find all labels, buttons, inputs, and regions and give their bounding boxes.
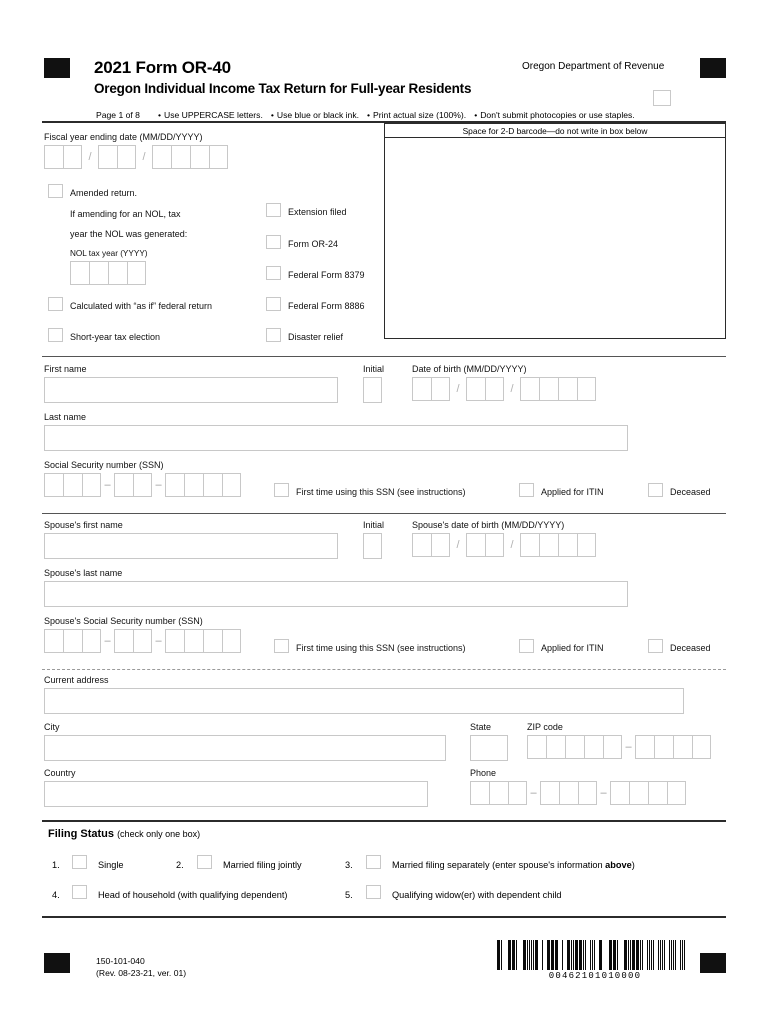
spouse-ssn-cell[interactable]: [82, 629, 101, 653]
zip-cell[interactable]: [635, 735, 654, 759]
state-label: State: [470, 722, 492, 732]
checkbox-extension-filed[interactable]: [266, 203, 281, 217]
date-slash: /: [142, 151, 146, 163]
phone-input[interactable]: [470, 781, 686, 805]
dob-day-group[interactable]: [466, 377, 504, 401]
spouse-ssn-cell[interactable]: [222, 629, 241, 653]
instruction-no-photocopies: Don't submit photocopies or use staples.: [480, 110, 635, 120]
filing-status-label-3-tail: ): [631, 860, 635, 870]
form-or-24-label: Form OR-24: [288, 239, 339, 249]
zip-cell[interactable]: [584, 735, 603, 759]
filing-status-top-divider: [42, 820, 726, 822]
filing-status-number-1: 1.: [52, 860, 60, 870]
bullet-icon: •: [367, 110, 371, 120]
phone-cell[interactable]: [648, 781, 667, 805]
amended-return-label-line2: If amending for an NOL, tax: [70, 209, 181, 219]
spouse-ssn-cell[interactable]: [63, 629, 82, 653]
bullet-icon: •: [157, 110, 161, 120]
disaster-relief-label: Disaster relief: [288, 332, 344, 342]
spouse-dob-year-group[interactable]: [520, 533, 596, 557]
bullet-icon: •: [474, 110, 478, 120]
initial-input[interactable]: [363, 377, 382, 403]
amended-return-label-line3: year the NOL was generated:: [70, 229, 188, 239]
zip-cell[interactable]: [546, 735, 565, 759]
spouse-ssn-cell[interactable]: [184, 629, 203, 653]
spouse-dob-day-cell[interactable]: [466, 533, 485, 557]
phone-label: Phone: [470, 768, 497, 778]
registration-mark-bottom-right: [700, 953, 726, 973]
phone-cell[interactable]: [489, 781, 508, 805]
fiscal-month-cell[interactable]: [63, 145, 82, 169]
applied-for-itin-label: Applied for ITIN: [541, 487, 604, 497]
checkbox-filing-status-qualifying-widow[interactable]: [366, 885, 381, 899]
spouse-ssn-cell[interactable]: [133, 629, 152, 653]
ssn-cell[interactable]: [165, 473, 184, 497]
dob-label: Date of birth (MM/DD/YYYY): [412, 364, 527, 374]
zip-cell[interactable]: [565, 735, 584, 759]
first-name-input[interactable]: [44, 377, 338, 403]
checkbox-spouse-applied-for-itin[interactable]: [519, 639, 534, 653]
zip-code-label: ZIP code: [527, 722, 563, 732]
print-instructions: [96, 110, 643, 120]
zip-cell[interactable]: [673, 735, 692, 759]
phone-dash: –: [530, 787, 537, 799]
fiscal-year-cell[interactable]: [190, 145, 209, 169]
spouse-dob-year-cell[interactable]: [558, 533, 577, 557]
zip-cell[interactable]: [527, 735, 546, 759]
fiscal-year-input[interactable]: [44, 145, 228, 169]
nol-year-cell[interactable]: [108, 261, 127, 285]
dob-month-cell[interactable]: [431, 377, 450, 401]
checkbox-disaster-relief[interactable]: [266, 328, 281, 342]
filing-status-title: [48, 828, 200, 840]
amended-return-label-line1: Amended return.: [70, 188, 138, 198]
spouse-ssn-cell[interactable]: [44, 629, 63, 653]
dob-month-group[interactable]: [412, 377, 450, 401]
city-input[interactable]: [44, 735, 446, 761]
phone-prefix-group[interactable]: [540, 781, 597, 805]
city-label: City: [44, 722, 60, 732]
dob-year-cell[interactable]: [558, 377, 577, 401]
header-corner-checkbox[interactable]: [653, 90, 671, 106]
filing-status-note: (check only one box): [117, 829, 201, 839]
nol-year-cell[interactable]: [89, 261, 108, 285]
filing-status-number-3: 3.: [345, 860, 353, 870]
dob-input[interactable]: [412, 377, 596, 401]
filing-status-label-5: Qualifying widow(er) with dependent child: [392, 890, 562, 900]
spouse-applied-for-itin-label: Applied for ITIN: [541, 643, 604, 653]
spouse-first-name-label: Spouse's first name: [44, 520, 123, 530]
dob-year-group[interactable]: [520, 377, 596, 401]
filing-status-heading: Filing Status: [48, 828, 114, 840]
fiscal-year-cell[interactable]: [171, 145, 190, 169]
page-number-label: Page 1 of 8: [96, 110, 140, 120]
nol-year-cell[interactable]: [70, 261, 89, 285]
instruction-uppercase: Use UPPERCASE letters.: [163, 110, 263, 120]
dob-year-cell[interactable]: [520, 377, 539, 401]
zip-cell[interactable]: [603, 735, 622, 759]
phone-cell[interactable]: [578, 781, 597, 805]
zip-cell[interactable]: [692, 735, 711, 759]
spouse-dob-label: Spouse's date of birth (MM/DD/YYYY): [412, 520, 565, 530]
checkbox-filing-status-head-of-household[interactable]: [72, 885, 87, 899]
ssn-input[interactable]: [44, 473, 241, 497]
checkbox-as-if-federal-return[interactable]: [48, 297, 63, 311]
filing-status-label-1: Single: [98, 860, 124, 870]
dob-month-cell[interactable]: [412, 377, 431, 401]
nol-year-cell[interactable]: [127, 261, 146, 285]
filing-status-label-3-bold: above: [605, 860, 632, 870]
page-subtitle: Oregon Individual Income Tax Return for Full-year Residents: [94, 81, 472, 96]
nol-tax-year-label: NOL tax year (YYYY): [70, 249, 148, 258]
phone-cell[interactable]: [629, 781, 648, 805]
filing-status-label-3: [392, 860, 635, 870]
phone-cell[interactable]: [540, 781, 559, 805]
spouse-first-time-ssn-label: First time using this SSN (see instructions): [296, 643, 466, 653]
spouse-dob-month-cell[interactable]: [412, 533, 431, 557]
barcode-image: [497, 940, 686, 970]
phone-line-group[interactable]: [610, 781, 686, 805]
date-slash: /: [510, 383, 514, 395]
fiscal-year-cell[interactable]: [152, 145, 171, 169]
dob-year-cell[interactable]: [539, 377, 558, 401]
filing-status-number-2: 2.: [176, 860, 184, 870]
instruction-ink: Use blue or black ink.: [276, 110, 360, 120]
bullet-icon: •: [270, 110, 274, 120]
checkbox-federal-form-8379[interactable]: [266, 266, 281, 280]
spouse-dob-input[interactable]: [412, 533, 596, 557]
first-time-ssn-label: First time using this SSN (see instructions): [296, 487, 466, 497]
last-name-input[interactable]: [44, 425, 628, 451]
fiscal-year-group[interactable]: [152, 145, 228, 169]
spouse-dob-year-cell[interactable]: [539, 533, 558, 557]
dob-year-cell[interactable]: [577, 377, 596, 401]
country-input[interactable]: [44, 781, 428, 807]
filing-status-number-5: 5.: [345, 890, 353, 900]
ssn-cell[interactable]: [222, 473, 241, 497]
filing-status-bottom-divider: [42, 916, 726, 918]
zip-cell[interactable]: [654, 735, 673, 759]
instruction-print-size: Print actual size (100%).: [373, 110, 467, 120]
spouse-ssn-input[interactable]: [44, 629, 241, 653]
phone-cell[interactable]: [470, 781, 489, 805]
zip-plus4-group[interactable]: [635, 735, 711, 759]
filing-status-label-3-text: Married filing separately (enter spouse's information: [392, 860, 606, 870]
barcode-space-caption: Space for 2-D barcode—do not write in box below: [385, 124, 725, 138]
ssn-dash: –: [104, 479, 111, 491]
checkbox-spouse-first-time-ssn[interactable]: [274, 639, 289, 653]
checkbox-first-time-ssn[interactable]: [274, 483, 289, 497]
spouse-first-name-input[interactable]: [44, 533, 338, 559]
checkbox-amended-return[interactable]: [48, 184, 63, 198]
filing-status-label-4: Head of household (with qualifying dependent): [98, 890, 288, 900]
deceased-label: Deceased: [670, 487, 711, 497]
spouse-dob-month-cell[interactable]: [431, 533, 450, 557]
nol-year-group[interactable]: [70, 261, 146, 285]
phone-cell[interactable]: [610, 781, 629, 805]
spouse-initial-input[interactable]: [363, 533, 382, 559]
phone-cell[interactable]: [508, 781, 527, 805]
spouse-ssn-serial-group[interactable]: [165, 629, 241, 653]
first-name-label: First name: [44, 364, 87, 374]
spouse-deceased-label: Deceased: [670, 643, 711, 653]
federal-form-8886-label: Federal Form 8886: [288, 301, 365, 311]
date-slash: /: [88, 151, 92, 163]
ssn-dash: –: [155, 479, 162, 491]
form-identifier: [96, 955, 186, 979]
fiscal-day-group[interactable]: [98, 145, 136, 169]
spouse-ssn-label: Spouse's Social Security number (SSN): [44, 616, 203, 626]
ssn-cell[interactable]: [63, 473, 82, 497]
zip-main-group[interactable]: [527, 735, 622, 759]
last-name-label: Last name: [44, 412, 87, 422]
fiscal-month-cell[interactable]: [44, 145, 63, 169]
checkbox-filing-status-married-separately[interactable]: [366, 855, 381, 869]
spouse-section-divider: [42, 513, 726, 514]
spouse-initial-label: Initial: [363, 520, 385, 530]
spouse-ssn-cell[interactable]: [203, 629, 222, 653]
checkbox-spouse-deceased[interactable]: [648, 639, 663, 653]
form-number: 150-101-040: [96, 956, 145, 966]
fiscal-year-cell[interactable]: [209, 145, 228, 169]
filing-status-label-2: Married filing jointly: [223, 860, 302, 870]
dob-day-cell[interactable]: [485, 377, 504, 401]
barcode-space-box: [384, 123, 726, 339]
barcode-digits: 00462101010000: [548, 971, 642, 981]
registration-mark-bottom-left: [44, 953, 70, 973]
date-slash: /: [510, 539, 514, 551]
phone-area-group[interactable]: [470, 781, 527, 805]
short-year-tax-election-label: Short-year tax election: [70, 332, 161, 342]
current-address-input[interactable]: [44, 688, 684, 714]
form-revision: (Rev. 08-23-21, ver. 01): [96, 968, 187, 978]
checkbox-filing-status-married-jointly[interactable]: [197, 855, 212, 869]
checkbox-filing-status-single[interactable]: [72, 855, 87, 869]
spouse-ssn-cell[interactable]: [114, 629, 133, 653]
filing-status-number-4: 4.: [52, 890, 60, 900]
checkbox-federal-form-8886[interactable]: [266, 297, 281, 311]
ssn-cell[interactable]: [203, 473, 222, 497]
spouse-dob-month-group[interactable]: [412, 533, 450, 557]
spouse-last-name-input[interactable]: [44, 581, 628, 607]
ssn-cell[interactable]: [44, 473, 63, 497]
federal-form-8379-label: Federal Form 8379: [288, 270, 365, 280]
current-address-label: Current address: [44, 675, 109, 685]
checkbox-deceased[interactable]: [648, 483, 663, 497]
zip-dash: –: [625, 741, 632, 753]
date-slash: /: [456, 539, 460, 551]
registration-mark-top-left: [44, 58, 70, 78]
nol-tax-year-input[interactable]: [70, 261, 146, 285]
spouse-ssn-area-group[interactable]: [44, 629, 101, 653]
dob-day-cell[interactable]: [466, 377, 485, 401]
extension-filed-label: Extension filed: [288, 207, 347, 217]
taxpayer-section-divider: [42, 356, 726, 357]
spouse-last-name-label: Spouse's last name: [44, 568, 123, 578]
fiscal-day-cell[interactable]: [98, 145, 117, 169]
fiscal-day-cell[interactable]: [117, 145, 136, 169]
page-title: 2021 Form OR-40: [94, 58, 231, 77]
fiscal-year-label: Fiscal year ending date (MM/DD/YYYY): [44, 132, 203, 142]
spouse-ssn-group-group[interactable]: [114, 629, 152, 653]
spouse-dob-day-group[interactable]: [466, 533, 504, 557]
ssn-label: Social Security number (SSN): [44, 460, 164, 470]
ssn-group-group[interactable]: [114, 473, 152, 497]
ssn-dash: –: [104, 635, 111, 647]
spouse-dob-year-cell[interactable]: [577, 533, 596, 557]
ssn-area-group[interactable]: [44, 473, 101, 497]
department-name: Oregon Department of Revenue: [522, 61, 665, 72]
as-if-federal-return-label: Calculated with “as if” federal return: [70, 301, 213, 311]
spouse-ssn-cell[interactable]: [165, 629, 184, 653]
ssn-cell[interactable]: [133, 473, 152, 497]
phone-cell[interactable]: [559, 781, 578, 805]
checkbox-form-or-24[interactable]: [266, 235, 281, 249]
registration-mark-top-right: [700, 58, 726, 78]
checkbox-applied-for-itin[interactable]: [519, 483, 534, 497]
ssn-cell[interactable]: [184, 473, 203, 497]
phone-dash: –: [600, 787, 607, 799]
zip-code-input[interactable]: [527, 735, 711, 759]
phone-cell[interactable]: [667, 781, 686, 805]
ssn-cell[interactable]: [82, 473, 101, 497]
fiscal-month-group[interactable]: [44, 145, 82, 169]
spouse-dob-day-cell[interactable]: [485, 533, 504, 557]
spouse-dob-year-cell[interactable]: [520, 533, 539, 557]
country-label: Country: [44, 768, 76, 778]
initial-label: Initial: [363, 364, 385, 374]
address-section-divider: [42, 669, 726, 670]
state-input[interactable]: [470, 735, 508, 761]
date-slash: /: [456, 383, 460, 395]
ssn-cell[interactable]: [114, 473, 133, 497]
checkbox-short-year-tax-election[interactable]: [48, 328, 63, 342]
ssn-dash: –: [155, 635, 162, 647]
ssn-serial-group[interactable]: [165, 473, 241, 497]
